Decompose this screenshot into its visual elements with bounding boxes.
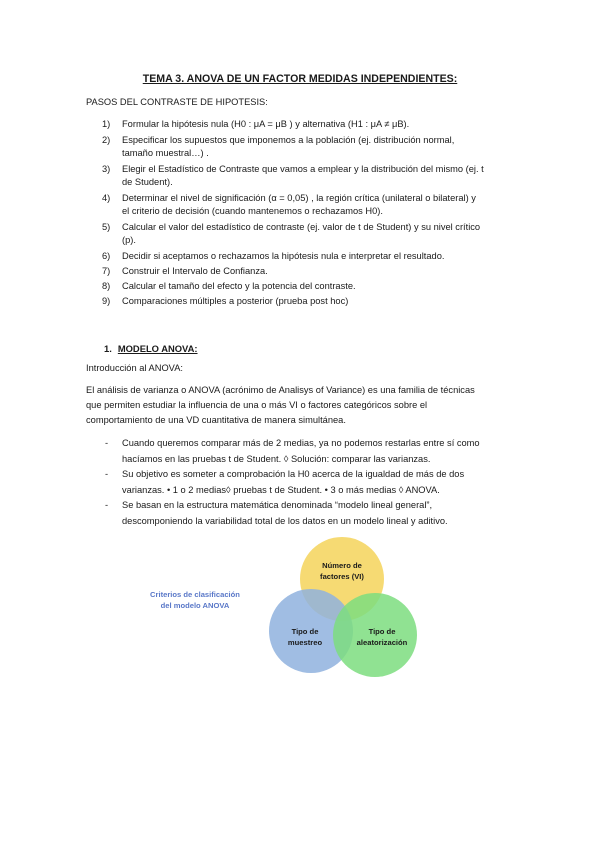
venn-label-sampling-2: muestreo: [287, 638, 323, 647]
step-text: Formular la hipótesis nula (H0 : μA = μB ) y alternativa (H1 : μA ≠ μB).: [122, 119, 410, 129]
step-text: Calcular el valor del estadístico de contraste (ej. valor de t de Student) y su nivel crítico (p).: [122, 222, 481, 246]
venn-label-factors-2: factores (VI): [320, 572, 364, 581]
step-text: Construir el Intervalo de Confianza.: [122, 266, 268, 276]
intro-subheading: Introducción al ANOVA:: [86, 363, 183, 373]
step-text: Especificar los supuestos que imponemos a la población (ej. distribución normal, tamaño muestral…) .: [122, 135, 455, 159]
bullet-text: Cuando queremos comparar más de 2 medias, ya no podemos restarlas entre sí como hacíamos en las pruebas t de Student. ◊ Solución: comparar las varianzas.: [122, 438, 480, 464]
intro-paragraph: El análisis de varianza o ANOVA (acrónimo de Analisys of Variance) es una familia de técnicas que permiten estudiar la influencia de una o más VI o factores categóricos sobre el comportamiento de una VD cuantitativa de manera simultánea.: [86, 385, 475, 425]
venn-label-randomization: Tipo de: [368, 627, 396, 636]
venn-diagram: [140, 532, 460, 692]
step-number: 4): [102, 193, 111, 203]
page-title: TEMA 3. ANOVA DE UN FACTOR MEDIDAS INDEPENDIENTES:: [142, 73, 458, 85]
step-text: Decidir si aceptamos o rechazamos la hipótesis nula e interpretar el resultado.: [122, 251, 445, 261]
bullet-dash: -: [105, 438, 109, 448]
step-text: Comparaciones múltiples a posterior (prueba post hoc): [122, 296, 349, 306]
section-title: MODELO ANOVA:: [117, 343, 198, 354]
step-text: Calcular el tamaño del efecto y la potencia del contraste.: [122, 281, 356, 291]
step-number: 8): [102, 281, 111, 291]
step-number: 9): [102, 296, 111, 306]
step-number: 7): [102, 266, 111, 276]
bullet-dash: -: [105, 500, 109, 510]
bullet-dash: -: [105, 469, 109, 479]
step-number: 5): [102, 222, 111, 232]
venn-label-randomization-2: aleatorización: [356, 638, 408, 647]
section-number: 1.: [104, 343, 112, 354]
section-heading: [104, 342, 198, 355]
step-number: 6): [102, 251, 111, 261]
bullet-text: Su objetivo es someter a comprobación la H0 acerca de la igualdad de más de dos varianzas. • 1 o 2 medias◊ pruebas t de Student. • 3 o más medias ◊ ANOVA.: [122, 469, 465, 495]
bullet-text: Se basan en la estructura matemática denominada “modelo lineal general”, descomponiendo la variabilidad total de los datos en un modelo lineal y aditivo.: [122, 500, 448, 526]
diagram-caption: Criterios de clasificación del modelo ANOVA: [150, 590, 240, 610]
venn-label-sampling: Tipo de: [291, 627, 319, 636]
step-number: 2): [102, 135, 111, 145]
step-text: Determinar el nivel de significación (α = 0,05) , la región crítica (unilateral o bilateral) y el criterio de decisión (cuando mantenemos o rechazamos H0).: [122, 193, 476, 217]
step-number: 1): [102, 119, 111, 129]
venn-label-factors: Número de: [322, 561, 362, 570]
step-number: 3): [102, 164, 111, 174]
step-text: Elegir el Estadístico de Contraste que vamos a emplear y la distribución del mismo (ej. t de Student).: [122, 164, 484, 188]
steps-heading: PASOS DEL CONTRASTE DE HIPOTESIS:: [86, 97, 268, 107]
